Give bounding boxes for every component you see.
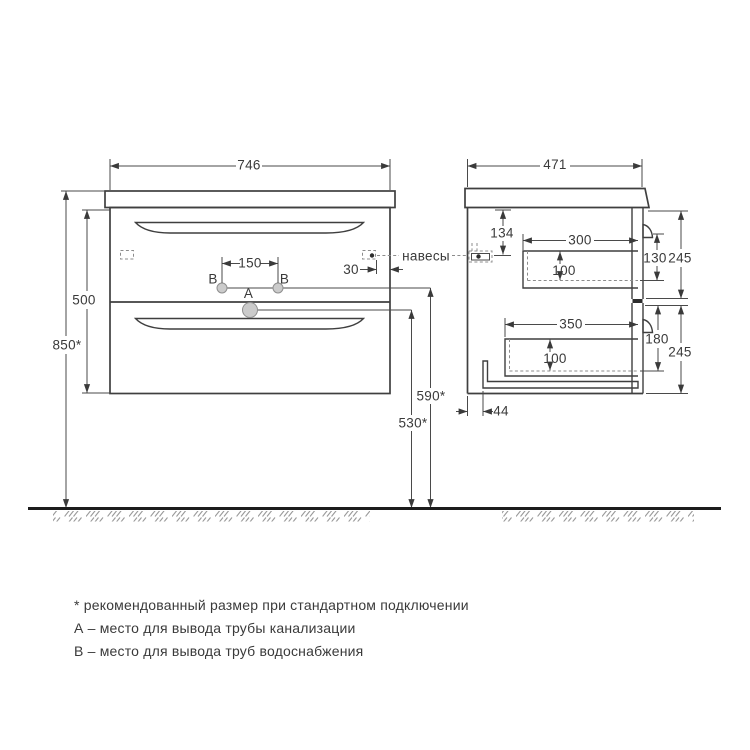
dim-cabinet-height: 500 (72, 292, 96, 308)
footnotes (74, 595, 469, 664)
footnote-drain-note: А – место для вывода трубы канализации (74, 620, 356, 636)
dim-bottom-drawer-inner: 100 (543, 351, 567, 366)
front-right-hanger-dot (370, 253, 374, 257)
dim-bottom-box-height: 180 (645, 331, 669, 347)
front-left-hanger-icon (121, 251, 134, 260)
side-countertop (465, 189, 649, 208)
dim-bottom-front-height: 245 (668, 344, 692, 360)
footnote-water-note: В – место для вывода труб водоснабжения (74, 643, 364, 659)
label-water-right: В (279, 271, 290, 287)
dim-top-drawer-depth: 300 (568, 232, 592, 248)
side-top-handle-profile (643, 225, 653, 238)
dim-water-height: 590* (416, 388, 446, 404)
dim-back-clearance: 44 (493, 403, 509, 419)
floor-hatch-left (53, 511, 370, 522)
front-view (105, 191, 431, 394)
drawer-front-joint (633, 299, 643, 303)
dim-top-box-height: 130 (643, 250, 667, 266)
hangers-label: навесы (402, 248, 450, 264)
bottom-drawer-box (505, 339, 638, 376)
dim-top-drawer-inner: 100 (552, 263, 576, 278)
floor-hatch-right (502, 511, 694, 522)
dim-front-width: 746 (237, 157, 261, 173)
label-drain: А (243, 286, 254, 301)
dim-top-front-height: 245 (668, 250, 692, 266)
front-bottom-drawer-handle (136, 319, 364, 330)
dim-bottom-drawer-depth: 350 (559, 316, 583, 332)
front-top-drawer-handle (136, 223, 364, 234)
dim-hole-spacing: 150 (238, 255, 262, 271)
floor-line (28, 509, 721, 522)
dim-hanger-inset: 30 (343, 262, 359, 277)
front-countertop (105, 191, 395, 208)
drain-hole (243, 303, 258, 318)
front-view-dimensions (53, 158, 403, 509)
water-hole-left (217, 283, 227, 293)
top-drawer-box (523, 251, 638, 288)
footnote-recommended-size: * рекомендованный размер при стандартном подключении (74, 597, 469, 613)
side-hanger-dot (476, 254, 480, 258)
dim-hanger-drop: 134 (490, 225, 514, 241)
dim-drain-height: 530* (398, 415, 428, 431)
label-water-left: В (208, 271, 218, 287)
dim-depth: 471 (543, 157, 567, 172)
dim-mount-height: 850* (52, 337, 82, 353)
